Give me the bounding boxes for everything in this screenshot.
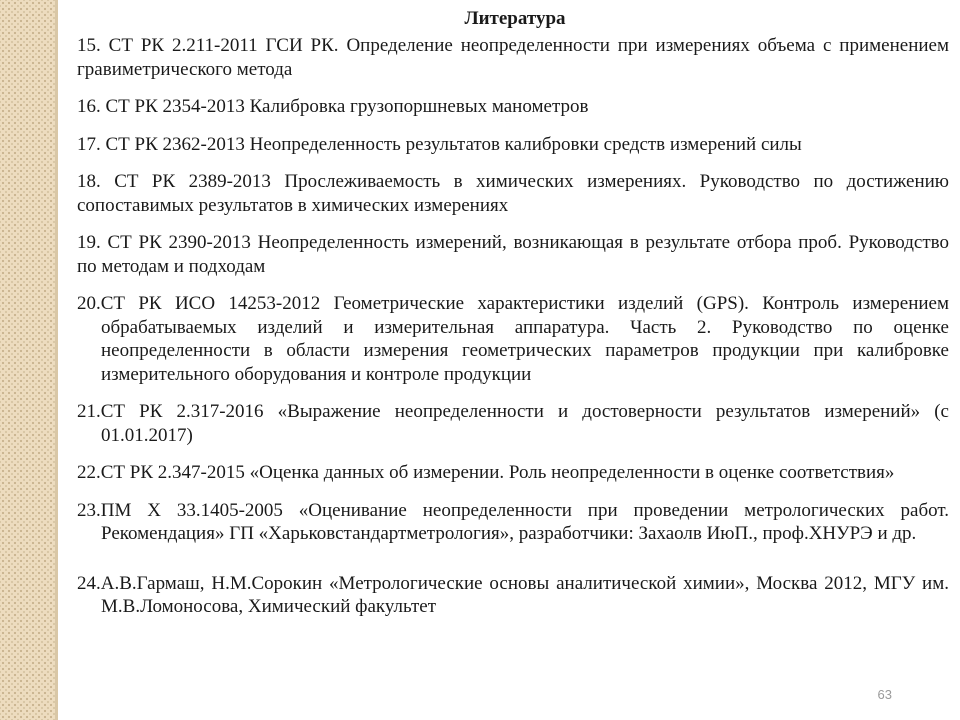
reference-item-19: 19. СТ РК 2390-2013 Неопределенность измерений, возникающая в результате отбора проб. Руководство по методам и подходам (77, 232, 949, 277)
page-number: 63 (877, 687, 892, 702)
reference-item-15: 15. СТ РК 2.211-2011 ГСИ РК. Определение неопределенности при измерениях объема с применением гравиметрического метода (77, 35, 949, 80)
page-title: Литература (464, 8, 566, 29)
reference-item-17: 17. СТ РК 2362-2013 Неопределенность результатов калибровки средств измерений силы (77, 133, 802, 155)
reference-item-21: 21.СТ РК 2.317-2016 «Выражение неопределенности и достоверности результатов измерений» (с 01.01.2017) (77, 401, 949, 446)
reference-item-23: 23.ПМ Х 33.1405-2005 «Оценивание неопределенности при проведении метрологических работ. Рекомендация» ГП «Харьковстандартметрология», разработчики: Захаолв ИюП., проф.ХНУРЭ и др. (77, 499, 949, 544)
reference-item-18: 18. СТ РК 2389-2013 Прослеживаемость в химических измерениях. Руководство по достижению сопоставимых результатов в химических измерениях (77, 171, 949, 216)
reference-item-16: 16. СТ РК 2354-2013 Калибровка грузопоршневых манометров (77, 96, 589, 117)
decorative-side-strip (0, 0, 58, 720)
reference-item-24: 24.А.В.Гармаш, Н.М.Сорокин «Метрологические основы аналитической химии», Москва 2012, МГУ им. М.В.Ломоносова, Химический факультет (77, 572, 949, 617)
reference-item-20: 20.СТ РК ИСО 14253-2012 Геометрические характеристики изделий (GPS). Контроль измерением обрабатываемых изделий и измерительная аппаратура. Часть 2. Руководство по оценке неопределенности в области измерения геометрических параметров продукции при калибровке измерительного оборудования и контроле продукции (77, 293, 949, 385)
reference-item-22: 22.СТ РК 2.347-2015 «Оценка данных об измерении. Роль неопределенности в оценке соответствия» (77, 462, 895, 483)
reference-list (77, 34, 949, 619)
